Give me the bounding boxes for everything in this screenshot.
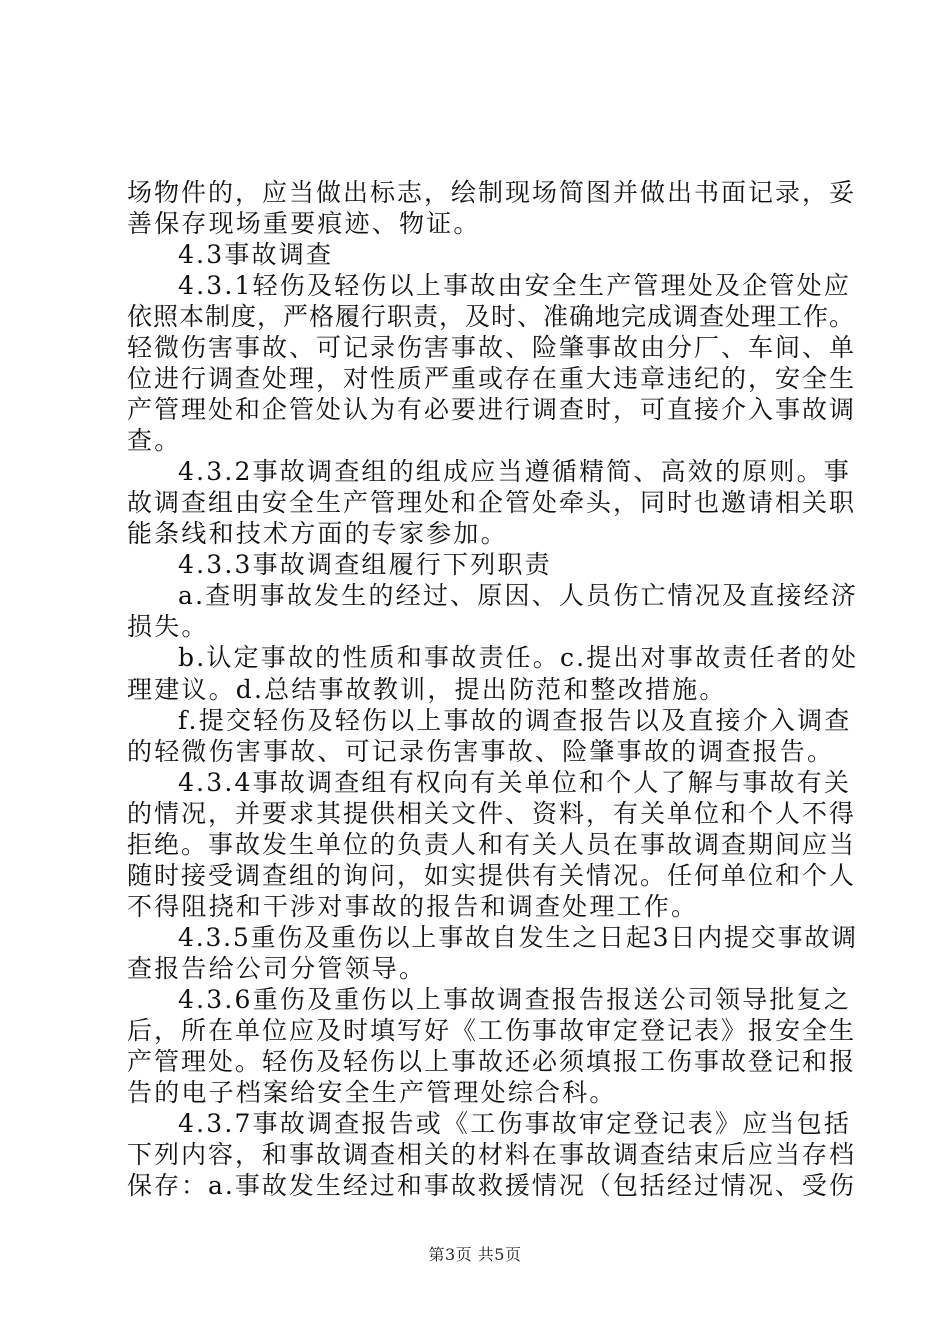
body-line: b.认定事故的性质和事故责任。c.提出对事故责任者的处 — [178, 643, 859, 672]
body-line: 4.3.5重伤及重伤以上事故自发生之日起3日内提交事故调 — [178, 923, 858, 952]
body-line: 随时接受调查组的询问，如实提供有关情况。任何单位和个人 — [127, 861, 857, 890]
body-line: 不得阻挠和干涉对事故的报告和调查处理工作。 — [127, 892, 699, 921]
body-line: 产管理处和企管处认为有必要进行调查时，可直接介入事故调 — [127, 395, 857, 424]
body-line: 善保存现场重要痕迹、物证。 — [127, 209, 481, 238]
body-line: 告的电子档案给安全生产管理处综合科。 — [127, 1078, 617, 1107]
body-line: 下列内容，和事故调查相关的材料在事故调查结束后应当存档 — [127, 1140, 857, 1169]
body-line: 保存：a.事故发生经过和事故救援情况（包括经过情况、受伤 — [127, 1171, 856, 1200]
body-line: 查报告给公司分管领导。 — [127, 954, 427, 983]
body-line: 场物件的，应当做出标志，绘制现场简图并做出书面记录，妥 — [127, 178, 857, 207]
body-line: 4.3.3事故调查组履行下列职责 — [178, 550, 552, 579]
body-line: 的轻微伤害事故、可记录伤害事故、险肇事故的调查报告。 — [127, 737, 835, 766]
body-line: 4.3.1轻伤及轻伤以上事故由安全生产管理处及企管处应 — [178, 271, 852, 300]
body-line: 损失。 — [127, 612, 209, 641]
body-line: 4.3.6重伤及重伤以上事故调查报告报送公司领导批复之 — [178, 985, 852, 1014]
section-heading: 4.3事故调查 — [178, 240, 334, 269]
body-line: 依照本制度，严格履行职责，及时、准确地完成调查处理工作。 — [127, 302, 856, 331]
body-line: 轻微伤害事故、可记录伤害事故、险肇事故由分厂、车间、单 — [127, 333, 857, 362]
body-line: 的情况，并要求其提供相关文件、资料，有关单位和个人不得 — [127, 799, 857, 828]
body-line: f.提交轻伤及轻伤以上事故的调查报告以及直接介入调查 — [178, 706, 852, 735]
body-line: 4.3.2事故调查组的组成应当遵循精简、高效的原则。事 — [178, 457, 852, 486]
body-line: 产管理处。轻伤及轻伤以上事故还必须填报工伤事故登记和报 — [127, 1047, 857, 1076]
body-line: 位进行调查处理，对性质严重或存在重大违章违纪的，安全生 — [127, 364, 857, 393]
body-line: 故调查组由安全生产管理处和企管处牵头，同时也邀请相关职 — [127, 488, 857, 517]
body-line: 后，所在单位应及时填写好《工伤事故审定登记表》报安全生 — [127, 1016, 857, 1045]
body-line: 能条线和技术方面的专家参加。 — [127, 519, 508, 548]
body-line: 4.3.7事故调查报告或《工伤事故审定登记表》应当包括 — [178, 1109, 852, 1138]
body-line: 拒绝。事故发生单位的负责人和有关人员在事故调查期间应当 — [127, 830, 857, 859]
body-line: 查。 — [127, 426, 182, 455]
page-number: 第3页 共5页 — [428, 1245, 522, 1264]
body-line: a.查明事故发生的经过、原因、人员伤亡情况及直接经济 — [178, 581, 859, 610]
body-line: 4.3.4事故调查组有权向有关单位和个人了解与事故有关 — [178, 768, 852, 797]
body-line: 理建议。d.总结事故教训，提出防范和整改措施。 — [127, 675, 727, 704]
